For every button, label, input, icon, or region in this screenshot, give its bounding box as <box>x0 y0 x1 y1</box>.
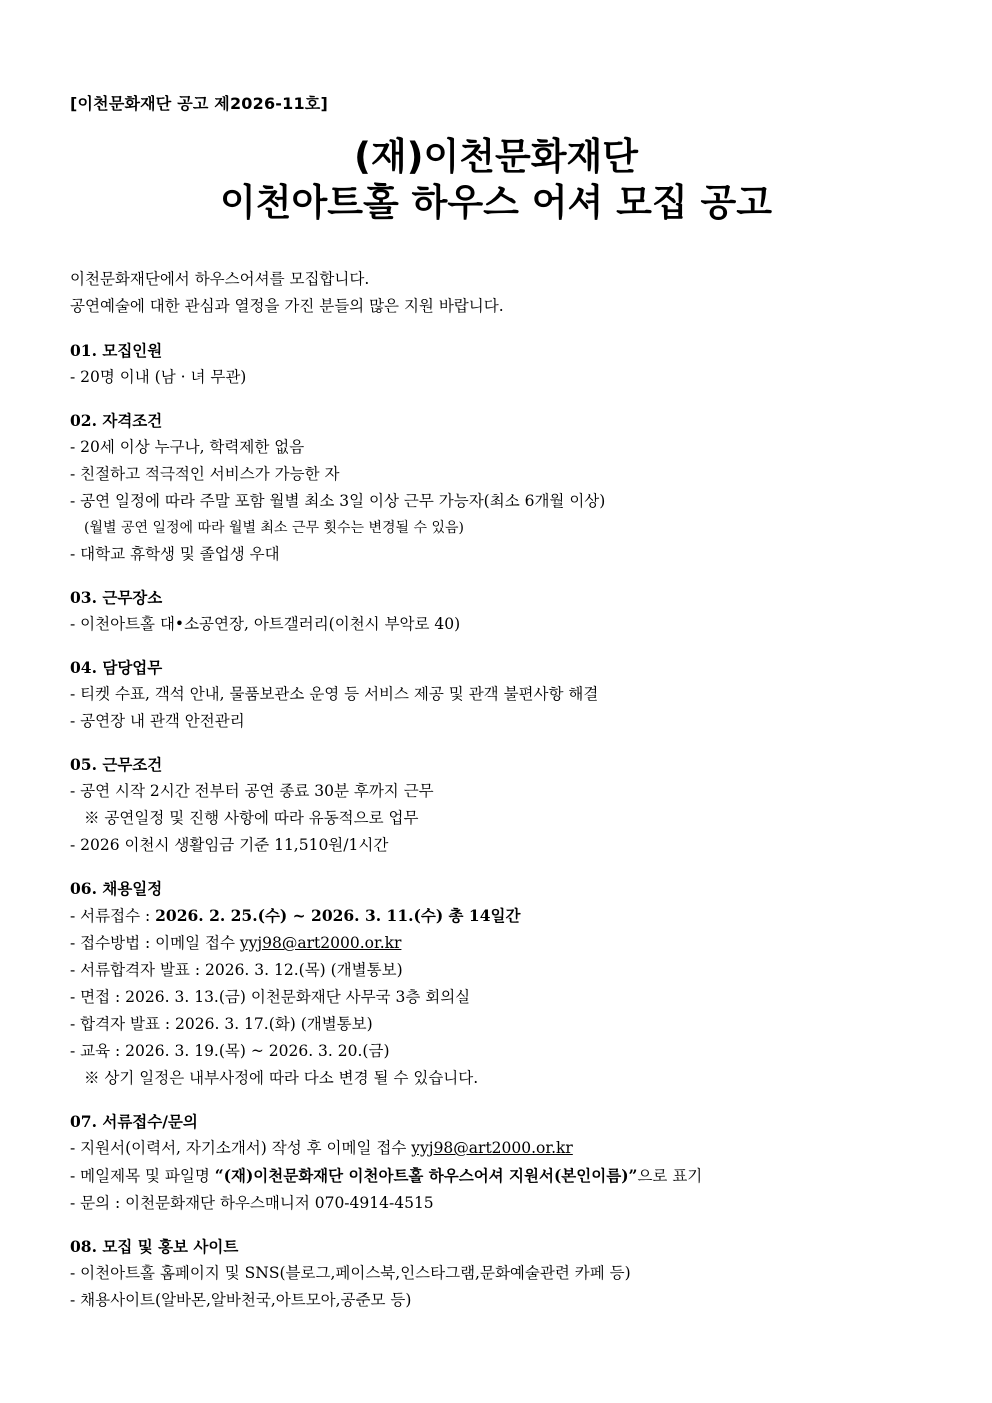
section-work-conditions <box>70 751 950 859</box>
section-line: - 2026 이천시 생활임금 기준 11,510원/1시간 <box>70 836 389 854</box>
section-heading: 02. 자격조건 <box>70 411 163 430</box>
section-line <box>70 902 950 930</box>
section-line: - 교육 : 2026. 3. 19.(목) ~ 2026. 3. 20.(금) <box>70 1042 390 1060</box>
section-line: - 친절하고 적극적인 서비스가 가능한 자 <box>70 465 340 483</box>
section-heading: 01. 모집인원 <box>70 341 163 360</box>
section-line: - 공연 시작 2시간 전부터 공연 종료 30분 후까지 근무 <box>70 782 434 800</box>
line-prefix: - 지원서(이력서, 자기소개서) 작성 후 이메일 접수 <box>70 1139 412 1157</box>
section-note: ※ 공연일정 및 진행 사항에 따라 유동적으로 업무 <box>84 809 419 827</box>
section-line <box>70 1162 950 1190</box>
section-recruit-number <box>70 337 950 391</box>
section-qualifications <box>70 407 950 568</box>
section-line: - 공연장 내 관객 안전관리 <box>70 712 245 730</box>
section-heading: 05. 근무조건 <box>70 755 163 774</box>
section-heading: 03. 근무장소 <box>70 588 163 607</box>
section-line: - 이천아트홀 홈페이지 및 SNS(블로그,페이스북,인스타그램,문화예술관련 카페 등) <box>70 1264 631 1282</box>
section-line: - 대학교 휴학생 및 졸업생 우대 <box>70 545 280 563</box>
section-heading: 06. 채용일정 <box>70 879 163 898</box>
section-line: - 면접 : 2026. 3. 13.(금) 이천문화재단 사무국 3층 회의실 <box>70 988 471 1006</box>
section-line: - 20세 이상 누구나, 학력제한 없음 <box>70 438 305 456</box>
application-period: 2026. 2. 25.(수) ~ 2026. 3. 11.(수) 총 14일간 <box>155 906 521 925</box>
section-heading: 07. 서류접수/문의 <box>70 1112 198 1131</box>
intro-line: 이천문화재단에서 하우스어셔를 모집합니다. <box>70 270 370 288</box>
section-promotion-sites <box>70 1233 950 1314</box>
notice-number: [이천문화재단 공고 제2026-11호] <box>70 94 328 113</box>
notice-sections <box>70 337 950 1330</box>
section-line: - 공연 일정에 따라 주말 포함 월별 최소 3일 이상 근무 가능자(최소 6개월 이상) <box>70 492 606 510</box>
mail-subject-format: “(재)이천문화재단 이천아트홀 하우스어셔 지원서(본인이름)” <box>214 1166 638 1185</box>
section-line: - 20명 이내 (남 · 녀 무관) <box>70 368 247 386</box>
section-schedule <box>70 875 950 1092</box>
section-line: - 이천아트홀 대•소공연장, 아트갤러리(이천시 부악로 40) <box>70 615 461 633</box>
section-line: - 문의 : 이천문화재단 하우스매니저 070-4914-4515 <box>70 1194 434 1212</box>
intro-line: 공연예술에 대한 관심과 열정을 가진 분들의 많은 지원 바랍니다. <box>70 297 504 315</box>
intro-paragraph <box>70 266 504 320</box>
section-heading: 08. 모집 및 홍보 사이트 <box>70 1237 239 1256</box>
section-heading: 04. 담당업무 <box>70 658 163 677</box>
section-application-inquiry <box>70 1108 950 1217</box>
section-duties <box>70 654 950 735</box>
section-note: ※ 상기 일정은 내부사정에 따라 다소 변경 될 수 있습니다. <box>84 1069 479 1087</box>
section-note: (월별 공연 일정에 따라 월별 최소 근무 횟수는 변경될 수 있음) <box>84 520 465 536</box>
line-prefix: - 서류접수 : <box>70 907 156 925</box>
section-line <box>70 930 950 957</box>
title-organization: (재)이천문화재단 <box>353 135 638 178</box>
line-prefix: - 메일제목 및 파일명 <box>70 1167 215 1185</box>
section-line: - 티켓 수표, 객석 안내, 물품보관소 운영 등 서비스 제공 및 관객 불편사항 해결 <box>70 685 599 703</box>
section-work-location <box>70 584 950 638</box>
email-link[interactable]: yyj98@art2000.or.kr <box>239 934 402 952</box>
line-suffix: 으로 표기 <box>637 1167 703 1185</box>
email-link[interactable]: yyj98@art2000.or.kr <box>411 1139 573 1157</box>
section-line <box>70 1135 950 1162</box>
title-main: 이천아트홀 하우스 어셔 모집 공고 <box>220 181 772 224</box>
section-line: - 서류합격자 발표 : 2026. 3. 12.(목) (개별통보) <box>70 961 403 979</box>
section-line: - 채용사이트(알바몬,알바천국,아트모아,공준모 등) <box>70 1291 412 1309</box>
section-line: - 합격자 발표 : 2026. 3. 17.(화) (개별통보) <box>70 1015 373 1033</box>
line-prefix: - 접수방법 : 이메일 접수 <box>70 934 240 952</box>
